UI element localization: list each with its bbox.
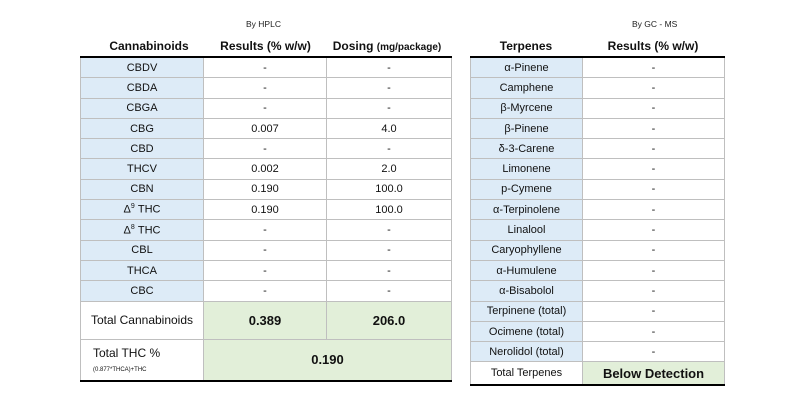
terpene-name: Nerolidol (total) [471,342,583,362]
terpene-row [471,98,725,118]
terpene-name: Camphene [471,78,583,98]
cannabinoid-dosing: 100.0 [327,179,452,199]
cannabinoid-row [81,98,452,118]
cannabinoid-result: - [204,220,327,240]
cannabinoid-dosing: 100.0 [327,200,452,220]
cannabinoid-name: CBL [81,240,204,260]
dosing-header-main: Dosing [332,39,374,53]
cannabinoid-result: - [204,98,327,118]
terpene-name: Caryophyllene [471,240,583,260]
cannabinoid-row [81,220,452,240]
cannabinoid-result: - [204,260,327,280]
terpene-row [471,301,725,321]
cannabinoid-result: - [204,139,327,159]
cannabinoid-dosing: - [327,281,452,301]
cannabinoid-result: - [204,281,327,301]
terpene-result: - [583,118,725,138]
cannabinoid-name: $\Delta^9$ THC [81,200,204,220]
cannabinoid-row [81,78,452,98]
terpene-row [471,57,725,78]
cannabinoids-header: Cannabinoids [109,39,189,53]
terpene-row [471,321,725,341]
terpenes-header: Terpenes [499,39,553,53]
terpene-result: - [583,342,725,362]
cannabinoid-name: THCA [81,260,204,280]
terpene-result: - [583,301,725,321]
cannabinoid-row [81,260,452,280]
terpene-name: p-Cymene [471,179,583,199]
cannabinoid-dosing: - [327,260,452,280]
terpene-name: β-Pinene [471,118,583,138]
method-hplc: By HPLC [246,19,281,29]
dosing-header [323,38,451,55]
terpene-row [471,139,725,159]
terpene-name: α-Humulene [471,260,583,280]
total-cannabinoids-result: 0.389 [204,301,327,339]
terpene-name: α-Pinene [471,57,583,78]
total-cannabinoids-dosing: 206.0 [327,301,452,339]
cannabinoid-name: CBD [81,139,204,159]
terpene-row [471,260,725,280]
cannabinoid-row [81,240,452,260]
terpene-result: - [583,240,725,260]
total-cannabinoids-row [81,301,452,339]
cannabinoid-row [81,200,452,220]
terpene-result: - [583,200,725,220]
cannabinoid-name: CBC [81,281,204,301]
cannabinoid-row [81,281,452,301]
terpenes-table [470,56,725,386]
cannabinoid-dosing: - [327,220,452,240]
terpene-result: - [583,139,725,159]
terpene-name: Terpinene (total) [471,301,583,321]
terpene-result: - [583,57,725,78]
terpene-row [471,281,725,301]
terpene-row [471,159,725,179]
total-thc-value: 0.190 [204,339,452,381]
cannabinoid-dosing: 4.0 [327,118,452,138]
total-cannabinoids-label: Total Cannabinoids [81,301,204,339]
cannabinoid-name: THCV [81,159,204,179]
total-terpenes-row [471,362,725,386]
results-header-left: Results (% w/w) [220,39,311,53]
cannabinoid-row [81,179,452,199]
results-header-right: Results (% w/w) [607,39,699,53]
cannabinoids-table [80,56,452,382]
terpene-result: - [583,321,725,341]
total-thc-row [81,339,452,381]
terpene-name: β-Myrcene [471,98,583,118]
cannabinoid-result: - [204,78,327,98]
cannabinoid-dosing: - [327,57,452,78]
cannabinoid-result: 0.007 [204,118,327,138]
total-terpenes-label: Total Terpenes [471,362,583,386]
cannabinoid-name: CBDV [81,57,204,78]
terpene-result: - [583,260,725,280]
cannabinoid-result: 0.190 [204,179,327,199]
terpene-row [471,179,725,199]
terpene-result: - [583,78,725,98]
cannabinoid-dosing: - [327,98,452,118]
cannabinoid-name: CBG [81,118,204,138]
cannabinoid-dosing: - [327,139,452,159]
terpene-row [471,200,725,220]
cannabinoid-name: $\Delta^8$ THC [81,220,204,240]
terpene-row [471,78,725,98]
terpene-row [471,240,725,260]
terpene-name: Linalool [471,220,583,240]
total-thc-formula: (0.877*THCA)+THC [93,366,147,373]
cannabinoid-row [81,139,452,159]
cannabinoid-dosing: - [327,78,452,98]
terpene-row [471,118,725,138]
cannabinoid-dosing: - [327,240,452,260]
cannabinoid-dosing: 2.0 [327,159,452,179]
terpene-result: - [583,220,725,240]
total-terpenes-value: Below Detection [583,362,725,386]
cannabinoid-row [81,57,452,78]
terpene-result: - [583,98,725,118]
cannabinoid-result: 0.190 [204,200,327,220]
cannabinoid-result: - [204,240,327,260]
cannabinoid-row [81,159,452,179]
terpene-name: Ocimene (total) [471,321,583,341]
cannabinoid-result: 0.002 [204,159,327,179]
terpene-result: - [583,179,725,199]
terpene-name: α-Terpinolene [471,200,583,220]
terpene-name: Limonene [471,159,583,179]
cannabinoid-name: CBN [81,179,204,199]
terpene-result: - [583,281,725,301]
terpene-name: α-Bisabolol [471,281,583,301]
total-thc-label [81,339,204,381]
cannabinoid-name: CBDA [81,78,204,98]
cannabinoid-row [81,118,452,138]
method-gcms: By GC - MS [632,19,678,29]
cannabinoid-name: CBGA [81,98,204,118]
terpene-row [471,220,725,240]
dosing-header-unit: (mg/package) [376,42,442,53]
terpene-result: - [583,159,725,179]
total-thc-label-text: Total THC % [93,345,161,360]
terpene-name: δ-3-Carene [471,139,583,159]
terpene-row [471,342,725,362]
cannabinoid-result: - [204,57,327,78]
